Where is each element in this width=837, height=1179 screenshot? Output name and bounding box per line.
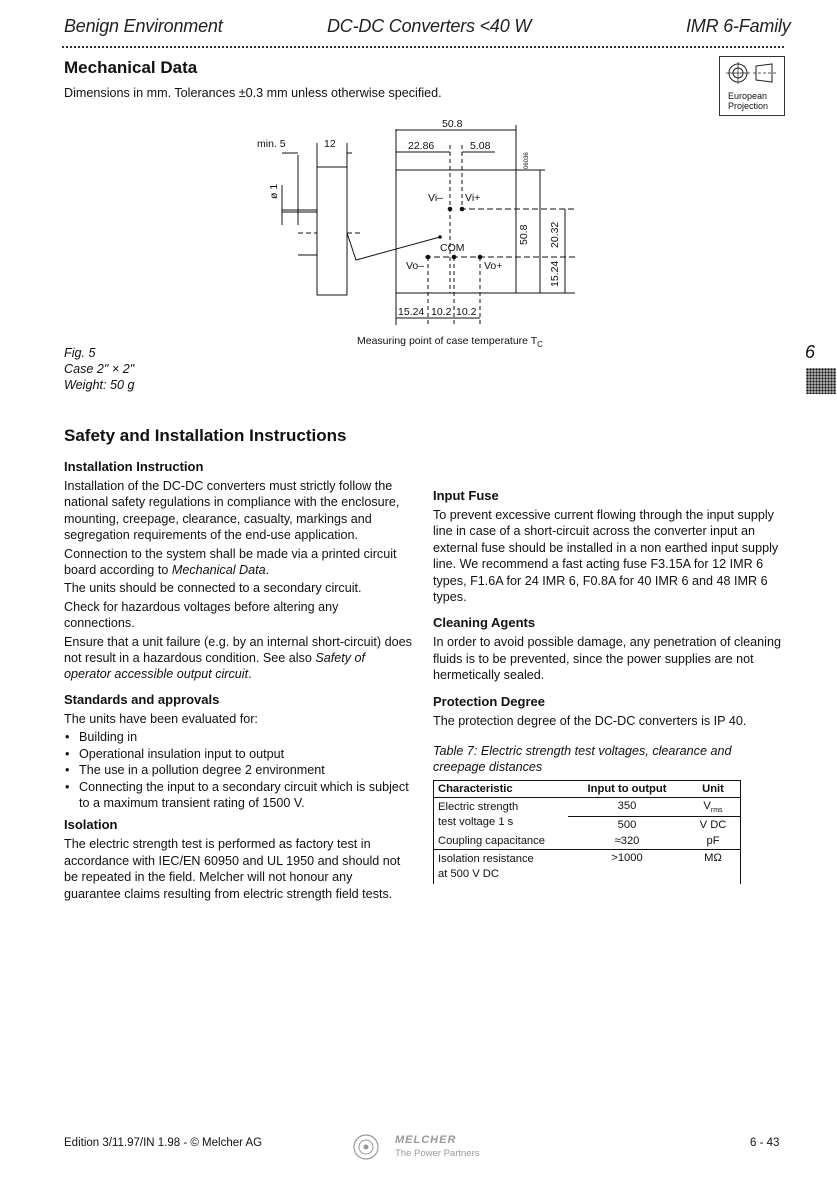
pin-vo-minus bbox=[426, 255, 431, 260]
installation-p2c: . bbox=[265, 563, 270, 578]
dim-102b: 10.2 bbox=[456, 306, 477, 318]
dim-1524-bottom: 15.24 bbox=[398, 306, 425, 318]
dim-508-small: 5.08 bbox=[470, 140, 491, 152]
standards-intro: The units have been evaluated for: bbox=[64, 711, 258, 726]
mechanical-title: Mechanical Data bbox=[64, 58, 198, 77]
table7 bbox=[433, 780, 741, 884]
cleaning-p1: In order to avoid possible damage, any penetration of cleaning fluids is to be prevented, since the power supplies are not hermetically sealed. bbox=[433, 635, 781, 683]
installation-heading: Installation Instruction bbox=[64, 459, 204, 474]
table7-row2-unit: pF bbox=[686, 833, 741, 850]
standards-item: • Connecting the input to a secondary circuit which is subject to a maximum transient rating of 1500 V. bbox=[64, 779, 412, 812]
pin-vi-minus bbox=[448, 207, 453, 212]
dim-508-right: 50.8 bbox=[518, 224, 530, 245]
header-center: DC-DC Converters <40 W bbox=[327, 16, 532, 36]
input-fuse-heading: Input Fuse bbox=[433, 488, 499, 503]
footer-left: Edition 3/11.97/IN 1.98 - © Melcher AG bbox=[64, 1137, 263, 1149]
figure-caption bbox=[64, 345, 134, 393]
footer-logo-line1: MELCHER bbox=[395, 1134, 457, 1146]
table7-row3-label-b: at 500 V DC bbox=[438, 868, 499, 881]
ref-code: 06036 bbox=[524, 152, 530, 169]
pin-vo-plus bbox=[478, 255, 483, 260]
table7-row1-label-b: test voltage 1 s bbox=[438, 815, 514, 828]
standards-item: • The use in a pollution degree 2 environment bbox=[64, 762, 412, 778]
pin-com bbox=[452, 255, 457, 260]
installation-p2b: Mechanical Data bbox=[171, 563, 266, 578]
table7-row1-unit1-main: V bbox=[703, 799, 711, 812]
standards-list bbox=[64, 729, 412, 811]
table7-row2-val: ≈320 bbox=[614, 835, 640, 848]
standards-item: • Operational insulation input to output bbox=[64, 746, 412, 762]
installation-p1: Installation of the DC-DC converters must strictly follow the national safety regulations in compliance with the enclosure, mounting, creepage, clearance, casualty, markings and segregation requirements of the end-use application. bbox=[64, 479, 400, 543]
footer-logo-text bbox=[395, 1133, 479, 1161]
standards-item: • Building in bbox=[64, 729, 412, 745]
projection-line1: European bbox=[728, 91, 768, 101]
dim-1524-right: 15.24 bbox=[549, 260, 561, 287]
protection-heading: Protection Degree bbox=[433, 693, 545, 709]
input-fuse-p1: To prevent excessive current flowing through the input supply line in case of a short-circuit across the converter input an external fuse should be installed in a non earthed input supply line. We recommend a fast acting fuse F3.15A for 12 IMR 6 types, F1.6A for 24 IMR 6, F0.8A for 40 IMR 6 and 48 IMR 6 types. bbox=[433, 508, 779, 605]
projection-symbol bbox=[719, 56, 785, 116]
table7-row1-unit2: V DC bbox=[686, 817, 741, 834]
table7-row3-unit: MΩ bbox=[686, 850, 741, 885]
diagram-caption-text: Measuring point of case temperature T bbox=[357, 335, 538, 347]
installation-p2 bbox=[64, 546, 412, 579]
pin-vi-plus bbox=[460, 207, 465, 212]
table7-row1-val2: 500 bbox=[617, 819, 637, 832]
dim-min5: min. 5 bbox=[257, 138, 286, 150]
side-view-body bbox=[317, 167, 347, 295]
header-right: IMR 6-Family bbox=[686, 16, 791, 36]
figure-weight: Weight: 50 g bbox=[64, 378, 135, 392]
installation-p5c: . bbox=[248, 667, 252, 682]
projection-line2: Projection bbox=[728, 101, 769, 111]
installation-p2a: Connection to the system shall be made via a printed circuit board according to bbox=[64, 546, 397, 578]
installation-p4: Check for hazardous voltages before altering any connections. bbox=[64, 599, 339, 631]
table7-row2-label: Coupling capacitance bbox=[434, 833, 569, 850]
dim-2286: 22.86 bbox=[408, 140, 435, 152]
cleaning-heading: Cleaning Agents bbox=[433, 615, 536, 631]
table7-header-unit: Unit bbox=[686, 780, 741, 797]
table7-caption: Table 7: Electric strength test voltages, clearance and creepage distances bbox=[433, 744, 732, 775]
section-tab-marker bbox=[806, 368, 836, 394]
header-rule bbox=[62, 46, 784, 48]
table7-row3-val: >1000 bbox=[611, 852, 643, 865]
installation-p3: The units should be connected to a secondary circuit. bbox=[64, 581, 362, 596]
dim-2032: 20.32 bbox=[549, 221, 561, 248]
footer-page-number: 6 - 43 bbox=[750, 1137, 780, 1149]
isolation-heading: Isolation bbox=[64, 817, 118, 833]
table7-row1-label bbox=[434, 797, 569, 833]
mechanical-subtitle: Dimensions in mm. Tolerances ±0.3 mm unless otherwise specified. bbox=[64, 86, 442, 100]
installation-p5 bbox=[64, 634, 412, 683]
standards-heading: Standards and approvals bbox=[64, 691, 220, 707]
projection-icon bbox=[720, 57, 784, 87]
table7-row1-val1: 350 bbox=[568, 797, 686, 816]
diagram-caption bbox=[357, 335, 543, 349]
pin-label-vo-plus: Vo+ bbox=[484, 260, 503, 272]
measuring-point bbox=[438, 235, 442, 239]
isolation-p1: The electric strength test is performed as factory test in accordance with IEC/EN 60950 and UL 1950 and should not be repeated in the field. Melcher will not honour any guarantee claims resulting from electric strength field tests. bbox=[64, 837, 401, 901]
mechanical-drawing bbox=[230, 115, 590, 355]
front-view-body bbox=[396, 170, 516, 293]
table7-row1-unit1 bbox=[686, 797, 741, 816]
table7-header-characteristic: Characteristic bbox=[434, 780, 569, 797]
installation-p5b: Safety of operator accessible output circuit bbox=[64, 651, 366, 682]
right-column bbox=[433, 488, 783, 884]
pin-label-vi-minus: Vi– bbox=[428, 192, 443, 204]
melcher-logo-icon bbox=[352, 1133, 380, 1161]
dim-508-top: 50.8 bbox=[442, 118, 463, 130]
left-column bbox=[64, 459, 412, 904]
footer-logo bbox=[352, 1133, 380, 1166]
safety-title: Safety and Installation Instructions bbox=[64, 426, 347, 445]
table7-row1-unit1-sub: rms bbox=[710, 807, 723, 815]
dim-d1: ø 1 bbox=[268, 183, 280, 199]
section-number: 6 bbox=[805, 342, 816, 362]
dim-12: 12 bbox=[324, 138, 336, 150]
table7-row3-label-a: Isolation resistance bbox=[438, 853, 534, 866]
figure-number: Fig. 5 bbox=[64, 346, 96, 360]
installation-p5a: Ensure that a unit failure (e.g. by an internal short-circuit) does not result in a hazardous condition. See also bbox=[64, 634, 412, 666]
figure-case: Case 2" × 2" bbox=[64, 362, 135, 376]
table7-row1-label-a: Electric strength bbox=[438, 800, 519, 813]
protection-p1: The protection degree of the DC-DC converters is IP 40. bbox=[433, 713, 747, 728]
pin-label-com: COM bbox=[440, 242, 465, 254]
table7-header-io: Input to output bbox=[587, 782, 667, 795]
diagram-caption-sub: C bbox=[537, 340, 543, 350]
dim-102a: 10.2 bbox=[431, 306, 452, 318]
footer-logo-line2: The Power Partners bbox=[395, 1148, 480, 1159]
table7-row3-label bbox=[434, 850, 569, 885]
header-left: Benign Environment bbox=[64, 16, 223, 36]
pin-label-vo-minus: Vo– bbox=[406, 260, 425, 272]
pin-label-vi-plus: Vi+ bbox=[465, 192, 481, 204]
